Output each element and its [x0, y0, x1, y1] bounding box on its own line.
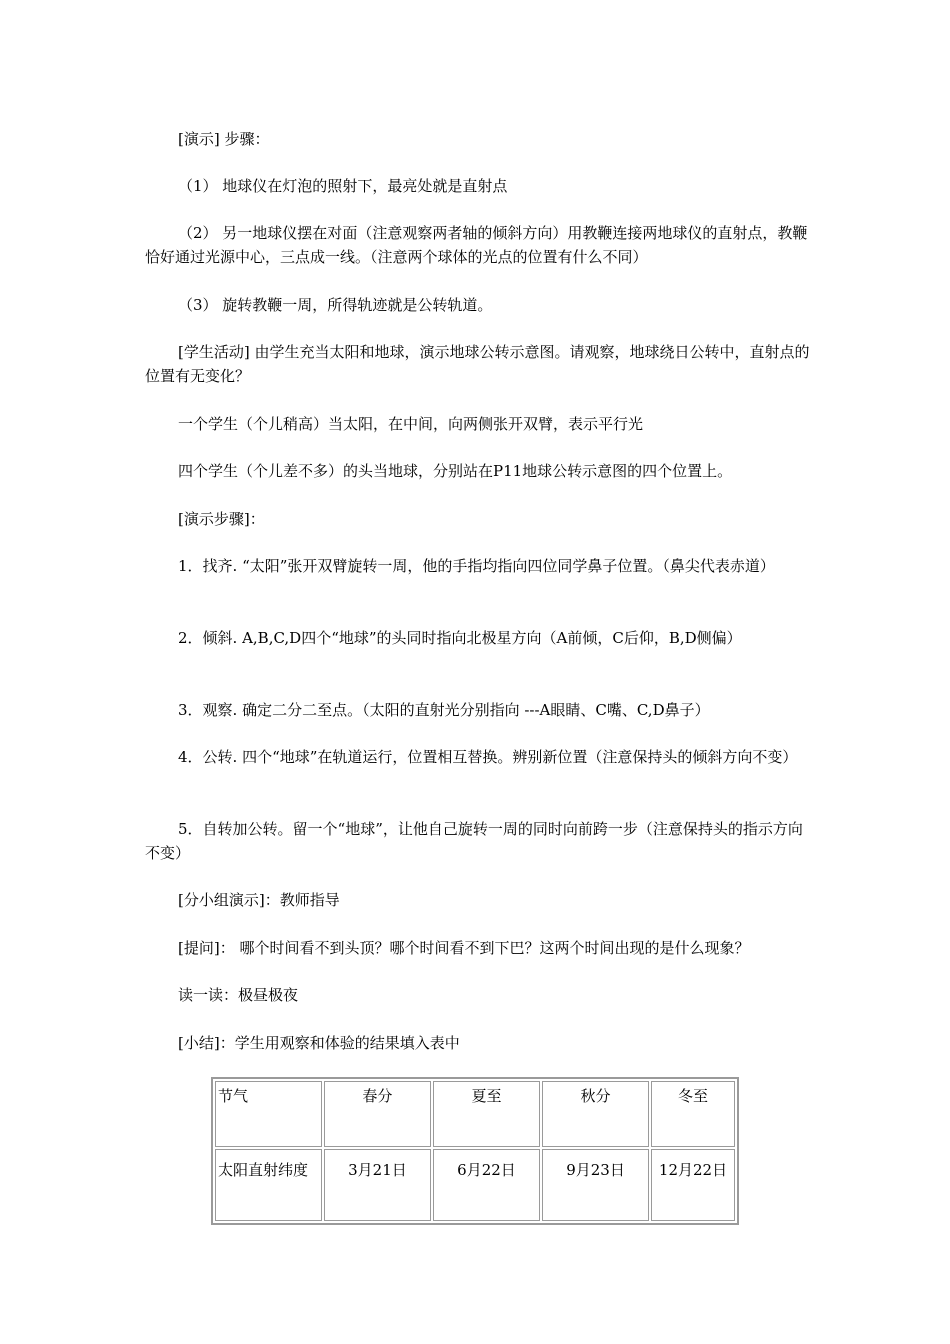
paragraph-rotation-revolution: 5．自转加公转。留一个“地球”，让他自己旋转一周的同时向前跨一步（注意保持头的指示方向不变） — [145, 820, 803, 862]
paragraph-align: 1．找齐. “太阳”张开双臂旋转一周，他的手指均指向四位同学鼻子位置。（鼻尖代表赤道） — [178, 557, 775, 575]
table-cell: 秋分 — [542, 1081, 649, 1147]
table-cell: 夏至 — [433, 1081, 540, 1147]
paragraph-earth-students: 四个学生（个儿差不多）的头当地球，分别站在P11地球公转示意图的四个位置上。 — [178, 462, 733, 480]
table-cell: 冬至 — [651, 1081, 735, 1147]
paragraph-question: [提问]： 哪个时间看不到头顶？哪个时间看不到下巴？这两个时间出现的是什么现象？ — [178, 939, 750, 957]
paragraph-demo-steps-heading: [演示] 步骤： — [178, 130, 270, 148]
paragraph-read: 读一读：极昼极夜 — [178, 986, 299, 1004]
paragraph-revolution: 4．公转. 四个“地球”在轨道运行，位置相互替换。辨别新位置（注意保持头的倾斜方向不变） — [178, 748, 798, 766]
paragraph-step-1: （1） 地球仪在灯泡的照射下，最亮处就是直射点 — [178, 177, 508, 195]
paragraph-demo-steps-2-heading: [演示步骤]： — [178, 510, 265, 528]
table-cell: 春分 — [324, 1081, 431, 1147]
paragraph-step-2: （2） 另一地球仪摆在对面（注意观察两者轴的倾斜方向）用教鞭连接两地球仪的直射点，教鞭恰好通过光源中心，三点成一线。（注意两个球体的光点的位置有什么不同） — [145, 224, 808, 266]
paragraph-step-3: （3） 旋转教鞭一周，所得轨迹就是公转轨道。 — [178, 296, 493, 314]
table-cell: 6月22日 — [433, 1149, 540, 1221]
paragraph-tilt: 2．倾斜. A,B,C,D四个“地球”的头同时指向北极星方向（A前倾，C后仰，B,D侧偏） — [178, 629, 742, 647]
table-cell: 太阳直射纬度 — [215, 1149, 322, 1221]
table-cell: 12月22日 — [651, 1149, 735, 1221]
paragraph-summary: [小结]：学生用观察和体验的结果填入表中 — [178, 1034, 460, 1052]
table-cell: 9月23日 — [542, 1149, 649, 1221]
table-cell: 节气 — [215, 1081, 322, 1147]
paragraph-observe: 3．观察. 确定二分二至点。（太阳的直射光分别指向 ---A眼睛、C嘴、C,D鼻子） — [178, 701, 710, 719]
paragraph-group-demo: [分小组演示]：教师指导 — [178, 891, 340, 909]
paragraph-sun-student: 一个学生（个儿稍高）当太阳，在中间，向两侧张开双臂，表示平行光 — [178, 415, 644, 433]
table-cell: 3月21日 — [324, 1149, 431, 1221]
paragraph-student-activity: [学生活动] 由学生充当太阳和地球，演示地球公转示意图。请观察，地球绕日公转中，直射点的位置有无变化？ — [145, 343, 810, 385]
table-row — [215, 1149, 735, 1221]
table-row — [215, 1081, 735, 1147]
solar-terms-table — [211, 1077, 739, 1225]
